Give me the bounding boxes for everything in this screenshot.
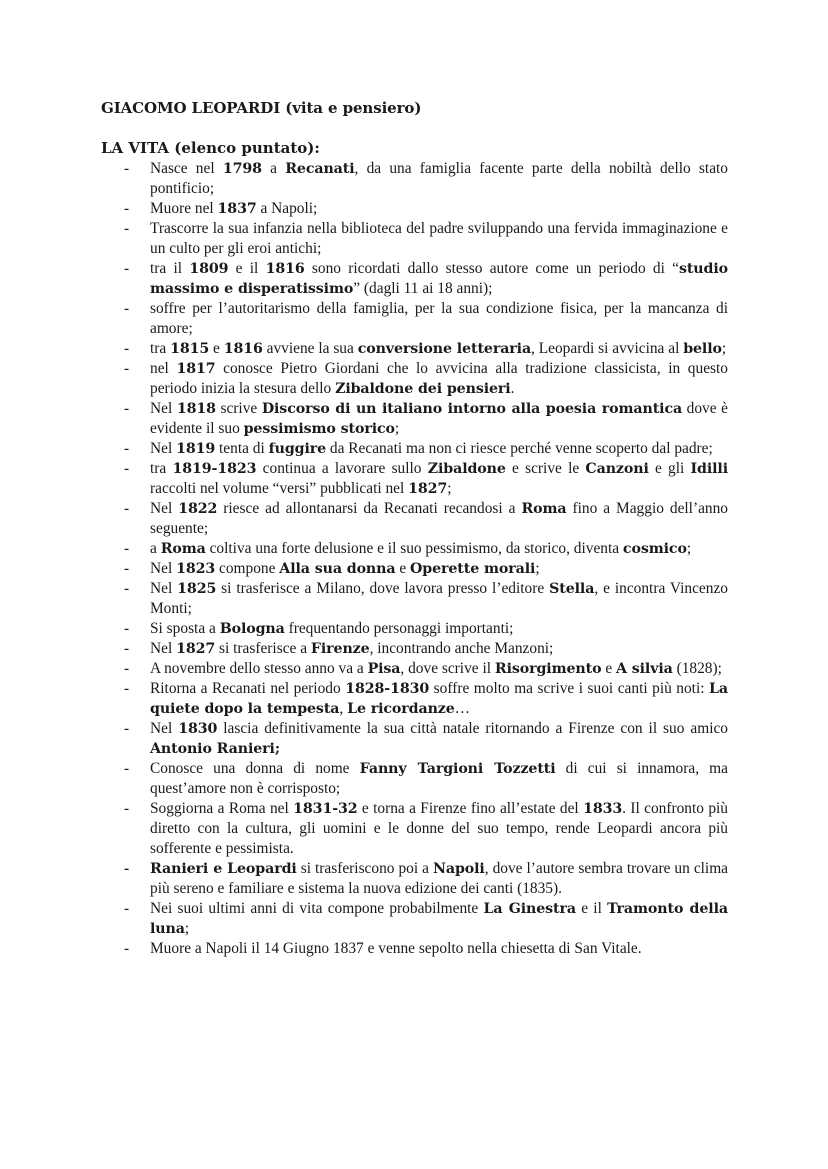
text: Ritorna a Recanati nel periodo	[150, 680, 346, 697]
text: Nel	[150, 400, 177, 417]
list-item	[124, 499, 728, 539]
text: continua a lavorare sullo	[256, 460, 428, 477]
list-item	[124, 399, 728, 439]
bold-text: cosmico	[622, 541, 687, 557]
bold-text: Operette morali	[410, 561, 536, 577]
text: Nel	[150, 720, 179, 737]
text: si trasferisce a	[215, 640, 311, 657]
bold-text: Antonio Ranieri;	[150, 741, 280, 757]
bold-text: conversione letteraria	[357, 341, 532, 357]
list-item	[124, 579, 728, 619]
list-item	[124, 619, 728, 639]
text: ;	[535, 560, 540, 577]
list-item	[124, 259, 728, 299]
bullet-dash: -	[124, 680, 130, 697]
text: da Recanati ma non ci riesce perché venne scoperto dal padre;	[326, 440, 713, 457]
bold-text: Idilli	[690, 461, 729, 477]
text: , e incontra Vincenzo Monti;	[150, 580, 728, 617]
text: ;	[394, 420, 400, 437]
list-item	[124, 659, 728, 679]
bold-text: 1819	[176, 441, 216, 457]
bullet-dash: -	[124, 200, 130, 217]
bold-text: Tramonto della luna	[150, 901, 728, 937]
text: , da una famiglia facente parte della nobiltà dello stato pontificio;	[150, 160, 728, 197]
text: Soggiorna a Roma nel	[150, 800, 294, 817]
text: ,	[339, 700, 348, 717]
bullet-dash: -	[124, 340, 130, 357]
text: e il	[575, 900, 608, 917]
text: , dove l’autore sembra trovare un clima più sereno e familiare e sistema la nuova edizione dei canti (1835).	[150, 860, 728, 897]
biography-list	[124, 159, 728, 959]
text: ;	[447, 480, 452, 497]
bold-text: 1823	[176, 561, 216, 577]
list-item	[124, 299, 728, 339]
bold-text: Discorso di un italiano intorno alla poesia romantica	[261, 401, 683, 417]
text: Nel	[150, 500, 179, 517]
bold-text: La quiete dopo la tempesta	[150, 681, 728, 717]
bold-text: Napoli	[433, 861, 485, 877]
bold-text: bello	[683, 341, 722, 357]
text: scrive	[215, 400, 262, 417]
bold-text: fuggire	[268, 441, 327, 457]
list-item	[124, 859, 728, 899]
bold-text: Zibaldone dei pensieri	[335, 381, 511, 397]
bold-text: Stella	[549, 581, 595, 597]
list-item	[124, 559, 728, 579]
bullet-dash: -	[124, 640, 130, 657]
list-item	[124, 899, 728, 939]
bold-text: Recanati	[285, 161, 355, 177]
bullet-dash: -	[124, 720, 130, 737]
bold-text: 1828-1830	[345, 681, 430, 697]
text: dove è evidente il suo	[150, 400, 728, 437]
text: coltiva una forte delusione e il suo pessimismo, da storico, diventa	[205, 540, 623, 557]
bold-text: 1827	[408, 481, 448, 497]
text: nel	[150, 360, 177, 377]
text: lascia definitivamente la sua città natale ritornando a Firenze con il suo amico	[217, 720, 728, 737]
text: soffre per l’autoritarismo della famiglia, per la sua condizione fisica, per la mancanza di amore;	[150, 300, 728, 337]
bold-text: Fanny Targioni Tozzetti	[359, 761, 556, 777]
text: ;	[686, 540, 692, 557]
bullet-dash: -	[124, 440, 130, 457]
bullet-dash: -	[124, 460, 130, 477]
text: a	[261, 160, 286, 177]
list-item	[124, 799, 728, 859]
list-item	[124, 939, 728, 959]
bullet-dash: -	[124, 800, 130, 817]
text: soffre molto ma scrive i suoi canti più noti:	[429, 680, 710, 697]
text: .	[510, 380, 515, 397]
text: fino a Maggio dell’anno seguente;	[150, 500, 729, 537]
text: ;	[721, 340, 727, 357]
bullet-dash: -	[124, 580, 130, 597]
bold-text: 1798	[222, 161, 262, 177]
text: ” (dagli 11 ai 18 anni);	[353, 280, 493, 297]
bold-text: La Ginestra	[483, 901, 576, 917]
list-item	[124, 359, 728, 399]
bold-text: Le ricordanze	[347, 701, 455, 717]
bold-text: 1816	[223, 341, 263, 357]
text: Muore a Napoli il 14 Giugno 1837 e venne sepolto nella chiesetta di San Vitale.	[150, 940, 642, 957]
text: ;	[184, 920, 190, 937]
text: , incontrando anche Manzoni;	[369, 640, 554, 657]
text: Conosce una donna di nome	[150, 760, 360, 777]
text: Muore nel	[150, 200, 218, 217]
bullet-dash: -	[124, 160, 130, 177]
list-item	[124, 459, 728, 499]
bullet-dash: -	[124, 540, 130, 557]
text: tra	[150, 460, 173, 477]
bold-text: 1815	[170, 341, 210, 357]
list-item	[124, 219, 728, 259]
text: riesce ad allontanarsi da Recanati recandosi a	[217, 500, 522, 517]
bold-text: 1833	[583, 801, 623, 817]
bold-text: Canzoni	[585, 461, 649, 477]
text: Si sposta a	[150, 620, 220, 637]
bullet-dash: -	[124, 620, 130, 637]
text: compone	[215, 560, 280, 577]
bold-text: Bologna	[219, 621, 285, 637]
text: a Napoli;	[256, 200, 318, 217]
text: avviene la sua	[262, 340, 358, 357]
text: e gli	[648, 460, 691, 477]
text: Nasce nel	[150, 160, 223, 177]
bullet-dash: -	[124, 900, 130, 917]
bold-text: 1818	[176, 401, 216, 417]
bold-text: Pisa	[367, 661, 401, 677]
bold-text: 1816	[265, 261, 305, 277]
list-item	[124, 719, 728, 759]
text: e il	[228, 260, 266, 277]
text: e torna a Firenze fino all’estate del	[357, 800, 584, 817]
bullet-dash: -	[124, 220, 130, 237]
text: di cui si innamora, ma quest’amore non è corrisposto;	[150, 760, 728, 797]
text: (1828);	[672, 660, 722, 677]
text: si trasferisce a Milano, dove lavora presso l’editore	[216, 580, 550, 597]
bold-text: pessimismo storico	[243, 421, 395, 437]
text: tra il	[150, 260, 190, 277]
list-item	[124, 439, 728, 459]
text: a	[150, 540, 161, 557]
text: si trasferiscono poi a	[296, 860, 433, 877]
text: tra	[150, 340, 171, 357]
bullet-dash: -	[124, 300, 130, 317]
bold-text: 1830	[178, 721, 218, 737]
bold-text: Firenze	[310, 641, 370, 657]
bold-text: Risorgimento	[494, 661, 602, 677]
text: frequentando personaggi importanti;	[284, 620, 514, 637]
text: Nel	[150, 440, 177, 457]
bold-text: 1837	[217, 201, 257, 217]
bold-text: Roma	[160, 541, 206, 557]
bold-text: 1817	[176, 361, 216, 377]
text: Nel	[150, 580, 178, 597]
bold-text: 1831-32	[293, 801, 358, 817]
text: e	[395, 560, 410, 577]
text: sono ricordati dallo stesso autore come un periodo di “	[304, 260, 679, 277]
text: , Leopardi si avvicina al	[531, 340, 684, 357]
bold-text: 1827	[176, 641, 216, 657]
bullet-dash: -	[124, 360, 130, 377]
bullet-dash: -	[124, 560, 130, 577]
bullet-dash: -	[124, 500, 130, 517]
text: raccolti nel volume “versi” pubblicati nel	[150, 480, 409, 497]
text: e	[601, 660, 616, 677]
document-title: GIACOMO LEOPARDI (vita e pensiero)	[101, 99, 422, 117]
bold-text: studio massimo e disperatissimo	[150, 261, 728, 297]
bold-text: Alla sua donna	[279, 561, 396, 577]
text: A novembre dello stesso anno va a	[150, 660, 368, 677]
bold-text: Roma	[521, 501, 567, 517]
text: …	[454, 700, 471, 717]
bullet-dash: -	[124, 660, 130, 677]
section-title: LA VITA (elenco puntato):	[101, 139, 320, 157]
text: e	[209, 340, 224, 357]
bold-text: 1825	[177, 581, 217, 597]
text: . Il confronto più diretto con la cultura, gli uomini e le donne del suo tempo, rende Leopardi ancora più sofferente e pessimista.	[150, 800, 729, 857]
bold-text: Zibaldone	[427, 461, 506, 477]
list-item	[124, 199, 728, 219]
list-item	[124, 639, 728, 659]
list-item	[124, 539, 728, 559]
list-item	[124, 159, 728, 199]
bold-text: 1809	[189, 261, 229, 277]
text: Nel	[150, 560, 177, 577]
text: Nei suoi ultimi anni di vita compone probabilmente	[150, 900, 484, 917]
bullet-dash: -	[124, 260, 130, 277]
list-item	[124, 759, 728, 799]
text: tenta di	[215, 440, 269, 457]
bullet-dash: -	[124, 940, 130, 957]
list-item	[124, 339, 728, 359]
list-item	[124, 679, 728, 719]
text: Nel	[150, 640, 177, 657]
bold-text: A silvia	[616, 661, 673, 677]
bold-text: 1822	[178, 501, 218, 517]
text: conosce Pietro Giordani che lo avvicina alla tradizione classicista, in questo periodo inizia la stesura dello	[150, 360, 728, 397]
bullet-dash: -	[124, 760, 130, 777]
text: e scrive le	[505, 460, 586, 477]
bold-text: 1819-1823	[172, 461, 257, 477]
text: , dove scrive il	[400, 660, 495, 677]
bullet-dash: -	[124, 400, 130, 417]
bold-text: Ranieri e Leopardi	[150, 861, 297, 877]
text: Trascorre la sua infanzia nella biblioteca del padre sviluppando una fervida immaginazione e un culto per gli eroi antichi;	[150, 220, 728, 257]
bullet-dash: -	[124, 860, 130, 877]
